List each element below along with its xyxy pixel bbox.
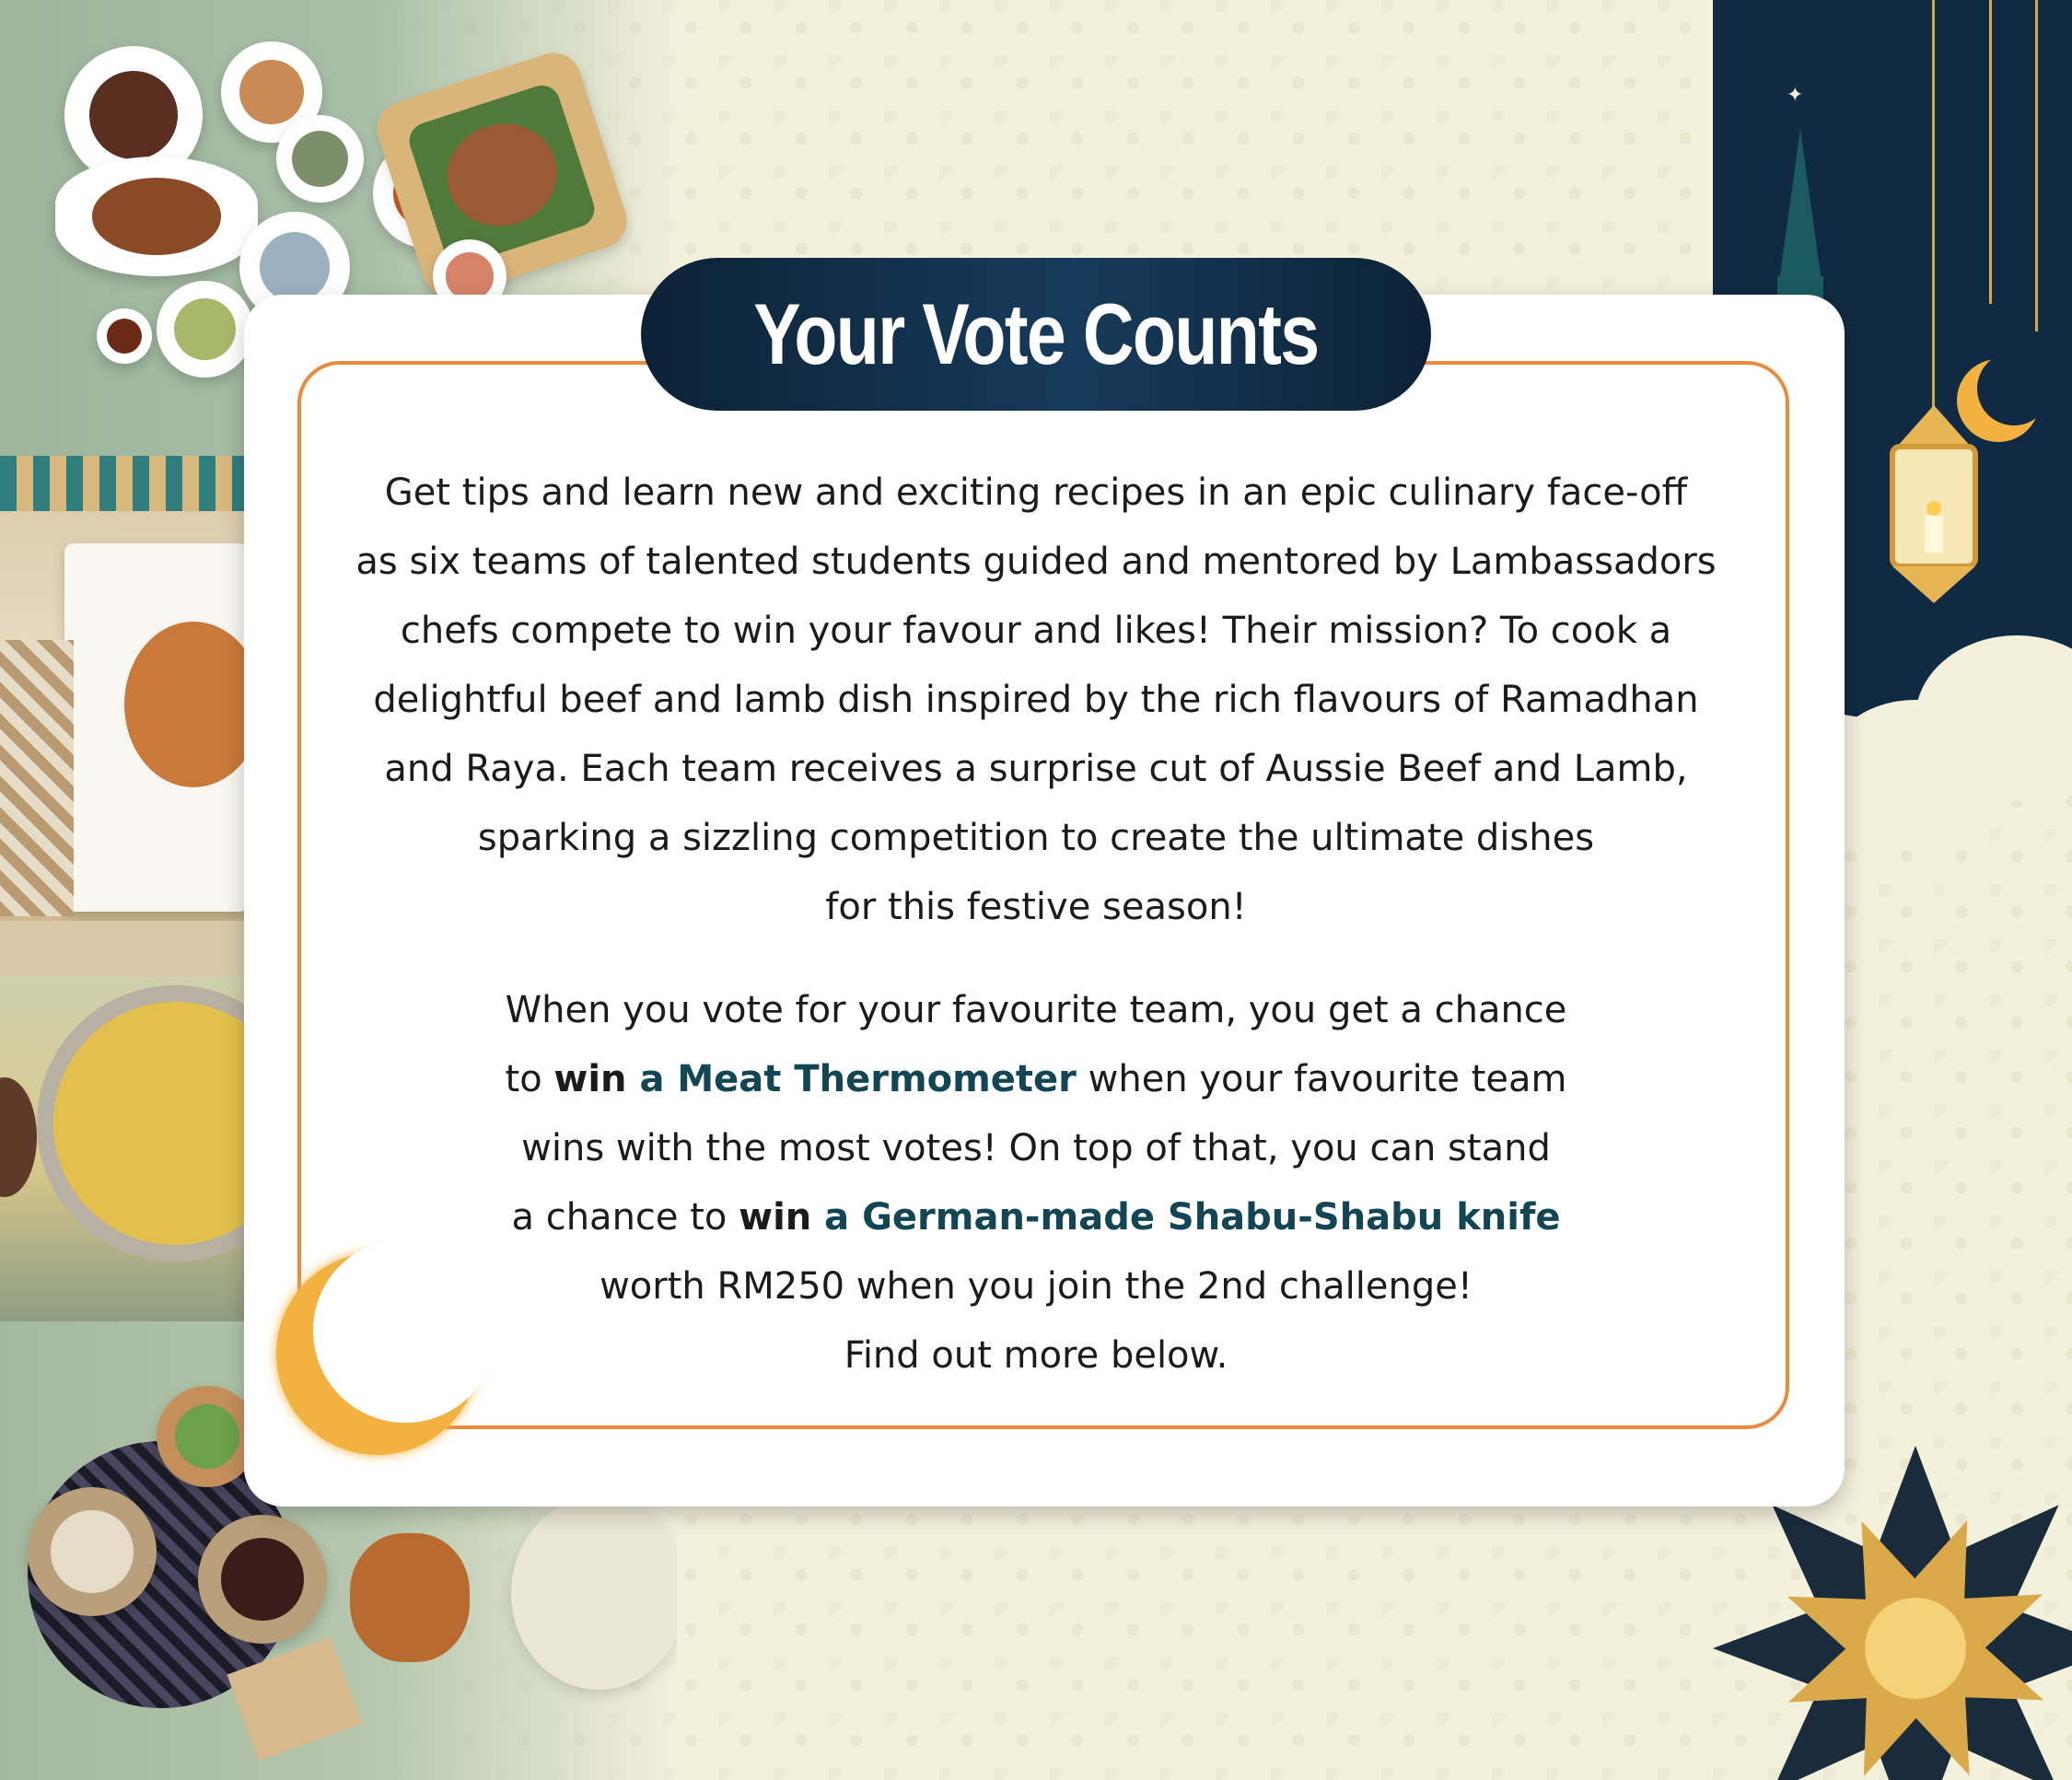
decor-gourd	[0, 1077, 37, 1197]
prize-shabu-knife: a German-made Shabu-Shabu knife	[811, 1196, 1561, 1239]
sauce-bowl	[97, 308, 152, 364]
plate	[28, 1487, 157, 1616]
intro-line: chefs compete to win your favour and likes! Their mission? To cook a	[400, 610, 1672, 652]
prize-line: wins with the most votes! On top of that, you can stand	[521, 1127, 1551, 1169]
prize-line-suffix: when your favourite team	[1076, 1058, 1567, 1100]
prize-paragraph	[304, 976, 1768, 1390]
ornament-chain	[2035, 0, 2038, 332]
page-title: Your Vote Counts	[753, 285, 1319, 382]
prize-line-prefix: to	[505, 1058, 554, 1100]
intro-line: delightful beef and lamb dish inspired by the rich flavours of Ramadhan	[373, 679, 1699, 721]
svg-text:✦: ✦	[1787, 84, 1804, 107]
prize-line: When you vote for your favourite team, you get a chance	[505, 989, 1567, 1031]
win-word: win	[739, 1196, 812, 1239]
prize-line	[304, 1183, 1768, 1252]
win-word: win	[553, 1058, 627, 1100]
ornament-chain	[1989, 0, 1992, 304]
food-photo-middle	[0, 456, 244, 921]
find-out-more-text: Find out more below.	[844, 1334, 1228, 1377]
lantern-chain	[1932, 0, 1935, 433]
plate	[157, 281, 253, 378]
plate	[55, 157, 258, 276]
plate	[276, 115, 364, 203]
woven-mat	[0, 640, 74, 916]
crescent-moon-icon	[267, 1239, 497, 1469]
prize-meat-thermometer: a Meat Thermometer	[626, 1058, 1077, 1100]
intro-line: as six teams of talented students guided and mentored by Lambassadors	[355, 541, 1717, 583]
curry-bowl	[37, 985, 244, 1262]
intro-line: for this festive season!	[825, 886, 1247, 928]
clay-pot	[350, 1533, 470, 1662]
food-photo-curry	[0, 921, 244, 1321]
plate-rim	[0, 921, 244, 976]
title-banner	[641, 258, 1431, 411]
prize-line-prefix: a chance to	[511, 1196, 739, 1239]
intro-line: sparking a sizzling competition to create the ultimate dishes	[477, 817, 1595, 859]
prize-line: worth RM250 when you join the 2nd challenge!	[599, 1265, 1473, 1308]
plate	[198, 1515, 327, 1644]
decor-sphere	[511, 1496, 677, 1690]
woven-border	[0, 456, 244, 511]
intro-paragraph	[304, 459, 1768, 942]
prize-line	[304, 1045, 1768, 1114]
salad-bowl	[157, 1386, 258, 1487]
intro-line: and Raya. Each team receives a surprise cut of Aussie Beef and Lamb,	[384, 748, 1688, 790]
crescent-moon-icon	[1948, 350, 2049, 451]
cloud-shape	[1823, 700, 2008, 847]
intro-line: Get tips and learn new and exciting recipes in an epic culinary face-off	[384, 471, 1688, 514]
